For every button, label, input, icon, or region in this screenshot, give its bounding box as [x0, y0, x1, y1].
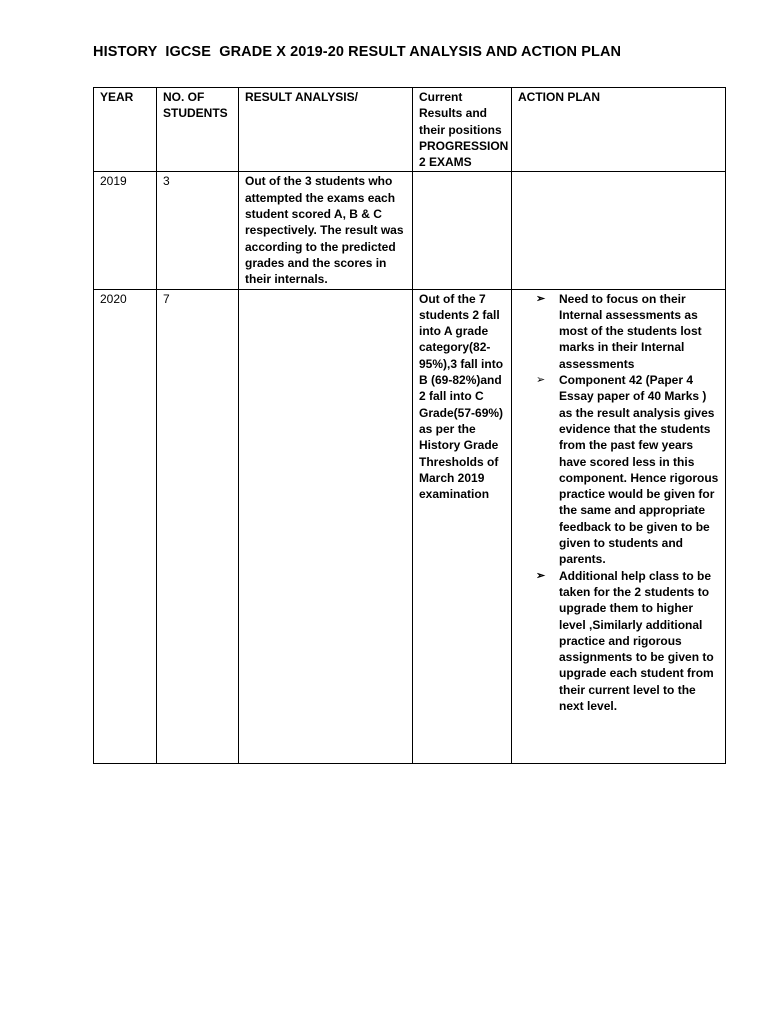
- cell-students: 7: [157, 289, 239, 763]
- cell-action: [512, 172, 726, 289]
- header-year: YEAR: [94, 88, 157, 172]
- page-title: HISTORY IGCSE GRADE X 2019-20 RESULT ANALYSIS AND ACTION PLAN: [93, 44, 622, 60]
- arrow-bullet-icon: ➢: [536, 569, 546, 582]
- arrow-bullet-icon: ➢: [536, 292, 546, 305]
- action-item: [512, 372, 725, 568]
- cell-action: [512, 289, 726, 763]
- table-row: [94, 172, 726, 289]
- cell-year: 2020: [94, 289, 157, 763]
- cell-current: Out of the 7 students 2 fall into A grade category(82-95%),3 fall into B (69-82%)and 2 fall into C Grade(57-69%) as per the History Grade Thresholds of March 2019 examination: [413, 289, 512, 763]
- action-item-text: (Paper 4 Essay paper of 40 Marks ) as the result analysis gives evidence that the students from the past few years have scored less in this component. Hence rigorous practice would be given for the same and appropriate feedback to be given to be given to students and parents.: [559, 373, 719, 567]
- table-row: [94, 289, 726, 763]
- header-action: ACTION PLAN: [512, 88, 726, 172]
- action-item-text: Need to focus on their Internal assessments as most of the students lost marks in their Internal assessments: [559, 291, 702, 371]
- result-analysis-table: [93, 87, 726, 764]
- cell-analysis: [239, 289, 413, 763]
- action-item-text: Additional help class to be taken for the 2 students to upgrade them to higher level ,Similarly additional practice and rigorous assignments to be given to upgrade each student from their current level to the next level.: [559, 568, 714, 713]
- action-item: [512, 568, 725, 715]
- action-list: [512, 291, 725, 715]
- cell-analysis: Out of the 3 students who attempted the exams each student scored A, B & C respectively. The result was according to the predicted grades and the scores in their internals.: [239, 172, 413, 289]
- header-analysis: RESULT ANALYSIS/: [239, 88, 413, 172]
- arrow-bullet-icon: ➢: [536, 374, 546, 387]
- cell-current: [413, 172, 512, 289]
- action-item-lead: Component 42: [559, 373, 643, 388]
- header-students: NO. OF STUDENTS: [157, 88, 239, 172]
- header-current: Current Results and their positions PROGRESSION 2 EXAMS: [413, 88, 512, 172]
- action-item: [512, 291, 725, 372]
- table-header-row: [94, 88, 726, 172]
- cell-students: 3: [157, 172, 239, 289]
- cell-year: 2019: [94, 172, 157, 289]
